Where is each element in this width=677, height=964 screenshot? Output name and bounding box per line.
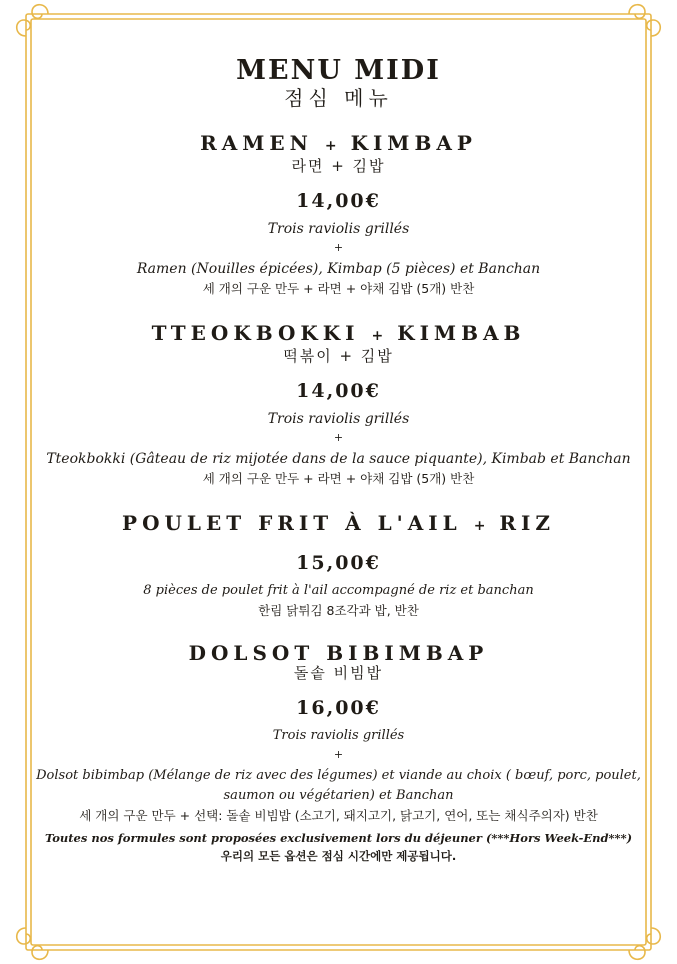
menu-section-tteokbokki-kimbab [22,322,655,488]
section-title-main: TTEOKBOKKI [151,321,360,345]
section-title-secondary: RIZ [499,511,555,535]
section-title-secondary: KIMBAB [397,321,526,345]
menu-section-poulet-frit [22,512,655,620]
section-description: Ramen (Nouilles épicées), Kimbap (5 pièces) et Banchan [136,261,541,277]
section-title-korean: 돌솥 비빔밥 [293,664,384,682]
section-description: Dolsot bibimbap (Mélange de riz avec des légumes) et viande au choix ( bœuf, porc, poulet, saumon ou végétarien) et Banchan [36,768,641,803]
section-title-korean: 떡볶이 + 김밥 [283,347,394,365]
section-joiner: + [333,431,344,444]
section-price: 16,00€ [296,697,381,719]
section-description: Tteokbokki (Gâteau de riz mijotée dans de la sauce piquante), Kimbab et Banchan [46,451,631,467]
section-title-main: POULET FRIT À L'AIL [122,511,462,535]
section-joiner: + [333,748,344,761]
section-description: 8 pièces de poulet frit à l'ail accompagné de riz et banchan [143,583,534,598]
section-price: 15,00€ [296,552,381,574]
menu-section-dolsot-bibimbap [22,642,655,825]
section-title-plus: + [371,328,386,344]
section-title [22,132,655,157]
section-intro: Trois raviolis grillés [267,221,410,237]
section-price: 14,00€ [296,190,381,212]
menu-title-korean: 점심 메뉴 [284,86,393,110]
footer-note: Toutes nos formules sont proposées exclusivement lors du déjeuner (***Hors Week-End***) [44,831,633,845]
footer-note-korean: 우리의 모든 옵션은 점심 시간에만 제공됩니다. [220,849,457,863]
section-title [22,512,655,537]
section-title-korean: 라면 + 김밥 [291,157,386,175]
section-title-plus: + [473,518,488,534]
section-title-main: RAMEN [200,131,313,155]
section-joiner: + [333,241,344,254]
section-intro: Trois raviolis grillés [272,728,405,743]
section-title [22,322,655,347]
section-intro: Trois raviolis grillés [267,411,410,427]
section-title: DOLSOT BIBIMBAP [188,641,489,665]
section-description-korean: 세 개의 구운 만두 + 라면 + 야채 김밥 (5개) 반찬 [202,471,475,486]
menu-title: MENU MIDI [236,55,441,86]
section-title-plus: + [324,138,339,154]
menu-page [22,56,655,865]
section-title-secondary: KIMBAP [350,131,477,155]
section-description-korean: 세 개의 구운 만두 + 라면 + 야채 김밥 (5개) 반찬 [202,281,475,296]
section-description-korean: 세 개의 구운 만두 + 선택: 돌솥 비빔밥 (소고기, 돼지고기, 닭고기, 연어, 또는 채식주의자) 반찬 [79,808,598,823]
menu-section-ramen-kimbap [22,132,655,298]
section-price: 14,00€ [296,380,381,402]
section-description-korean: 한림 닭튀김 8조각과 밥, 반찬 [258,603,419,618]
